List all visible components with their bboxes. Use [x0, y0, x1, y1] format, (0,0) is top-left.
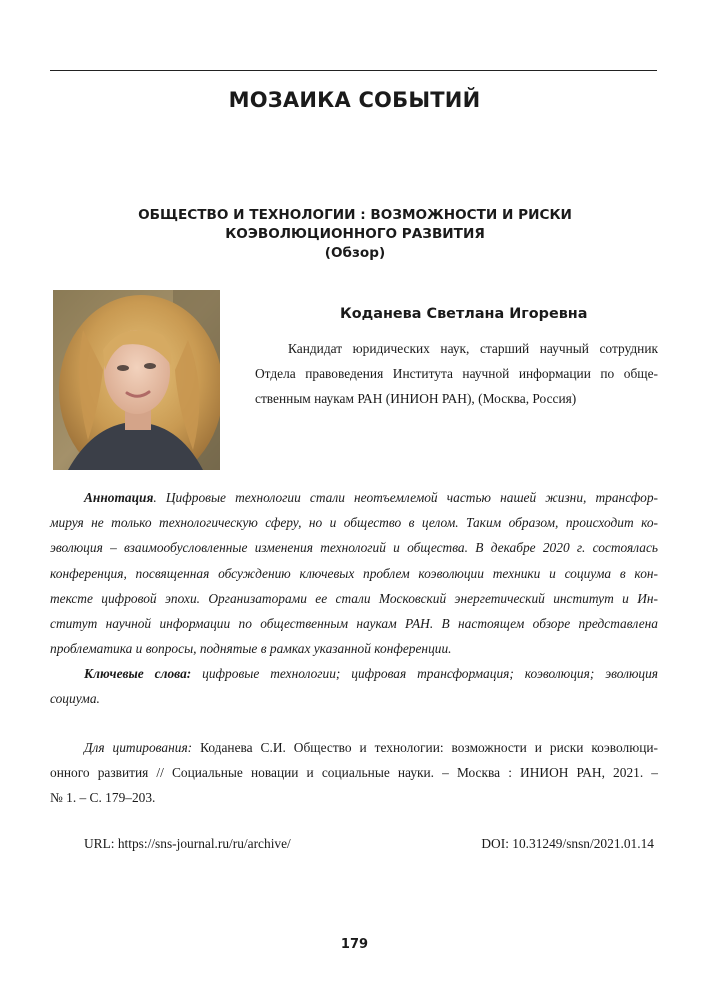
abstract-line: мируя не только технологическую сферу, но и общество в целом. Таким образом, происходит ко-: [50, 515, 658, 531]
citation: [50, 735, 658, 811]
article-title: [70, 206, 640, 263]
citation-line: № 1. – С. 179–203.: [50, 790, 156, 806]
article-title-subtitle: (Обзор): [324, 245, 386, 261]
affiliation-line: Кандидат юридических наук, старший научный сотрудник: [288, 341, 658, 356]
abstract-line: тексте цифровой эпохи. Организаторами ее стали Московский энергетический институт и Ин-: [50, 590, 658, 606]
abstract-label: Аннотация: [84, 490, 154, 505]
keywords-line: социума.: [50, 691, 100, 707]
abstract-text: . Цифровые технологии стали неотъемлемой частью нашей жизни, трансфор-: [153, 490, 658, 505]
abstract-line: [50, 485, 658, 510]
page-number: 179: [340, 937, 369, 952]
author-affiliation: [255, 336, 658, 411]
abstract: [50, 485, 658, 661]
citation-text: Коданева С.И. Общество и технологии: возможности и риски коэволюци-: [192, 740, 658, 755]
section-title: МОЗАИКА СОБЫТИЙ: [228, 88, 481, 112]
header-rule: [50, 70, 657, 71]
article-doi: DOI: 10.31249/snsn/2021.01.14: [481, 836, 654, 851]
citation-line: онного развития // Социальные новации и социальные науки. – Москва : ИНИОН РАН, 2021. –: [50, 765, 658, 781]
citation-label: Для цитирования:: [84, 740, 193, 755]
author-photo: [53, 290, 220, 470]
keywords: [50, 661, 658, 711]
citation-line: [50, 735, 658, 760]
affiliation-line: ственным наукам РАН (ИНИОН РАН), (Москва, Россия): [255, 391, 577, 406]
affiliation-line: Отдела правоведения Института научной информации по обще-: [255, 366, 658, 381]
abstract-line: эволюция – взаимообусловленные изменения технологий и общества. В декабре 2020 г. состоялась: [50, 540, 658, 556]
author-name: Коданева Светлана Игоревна: [340, 306, 588, 322]
keywords-line: [50, 661, 658, 686]
keywords-label: Ключевые слова:: [84, 666, 192, 681]
article-title-line: ОБЩЕСТВО И ТЕХНОЛОГИИ : ВОЗМОЖНОСТИ И РИСКИ: [138, 207, 572, 223]
abstract-line: конференция, посвященная обсуждению ключевых проблем коэволюции техники и социума в кон-: [50, 565, 658, 581]
article-url: URL: https://sns-journal.ru/ru/archive/: [84, 836, 291, 851]
keywords-text: цифровые технологии; цифровая трансформация; коэволюция; эволюция: [191, 666, 658, 681]
abstract-line: проблематика и вопросы, поднятые в рамках указанной конференции.: [50, 641, 452, 657]
article-title-line: КОЭВОЛЮЦИОННОГО РАЗВИТИЯ: [225, 226, 485, 242]
abstract-line: ститут научной информации по общественным наукам РАН. В настоящем обзоре представлена: [50, 615, 658, 631]
